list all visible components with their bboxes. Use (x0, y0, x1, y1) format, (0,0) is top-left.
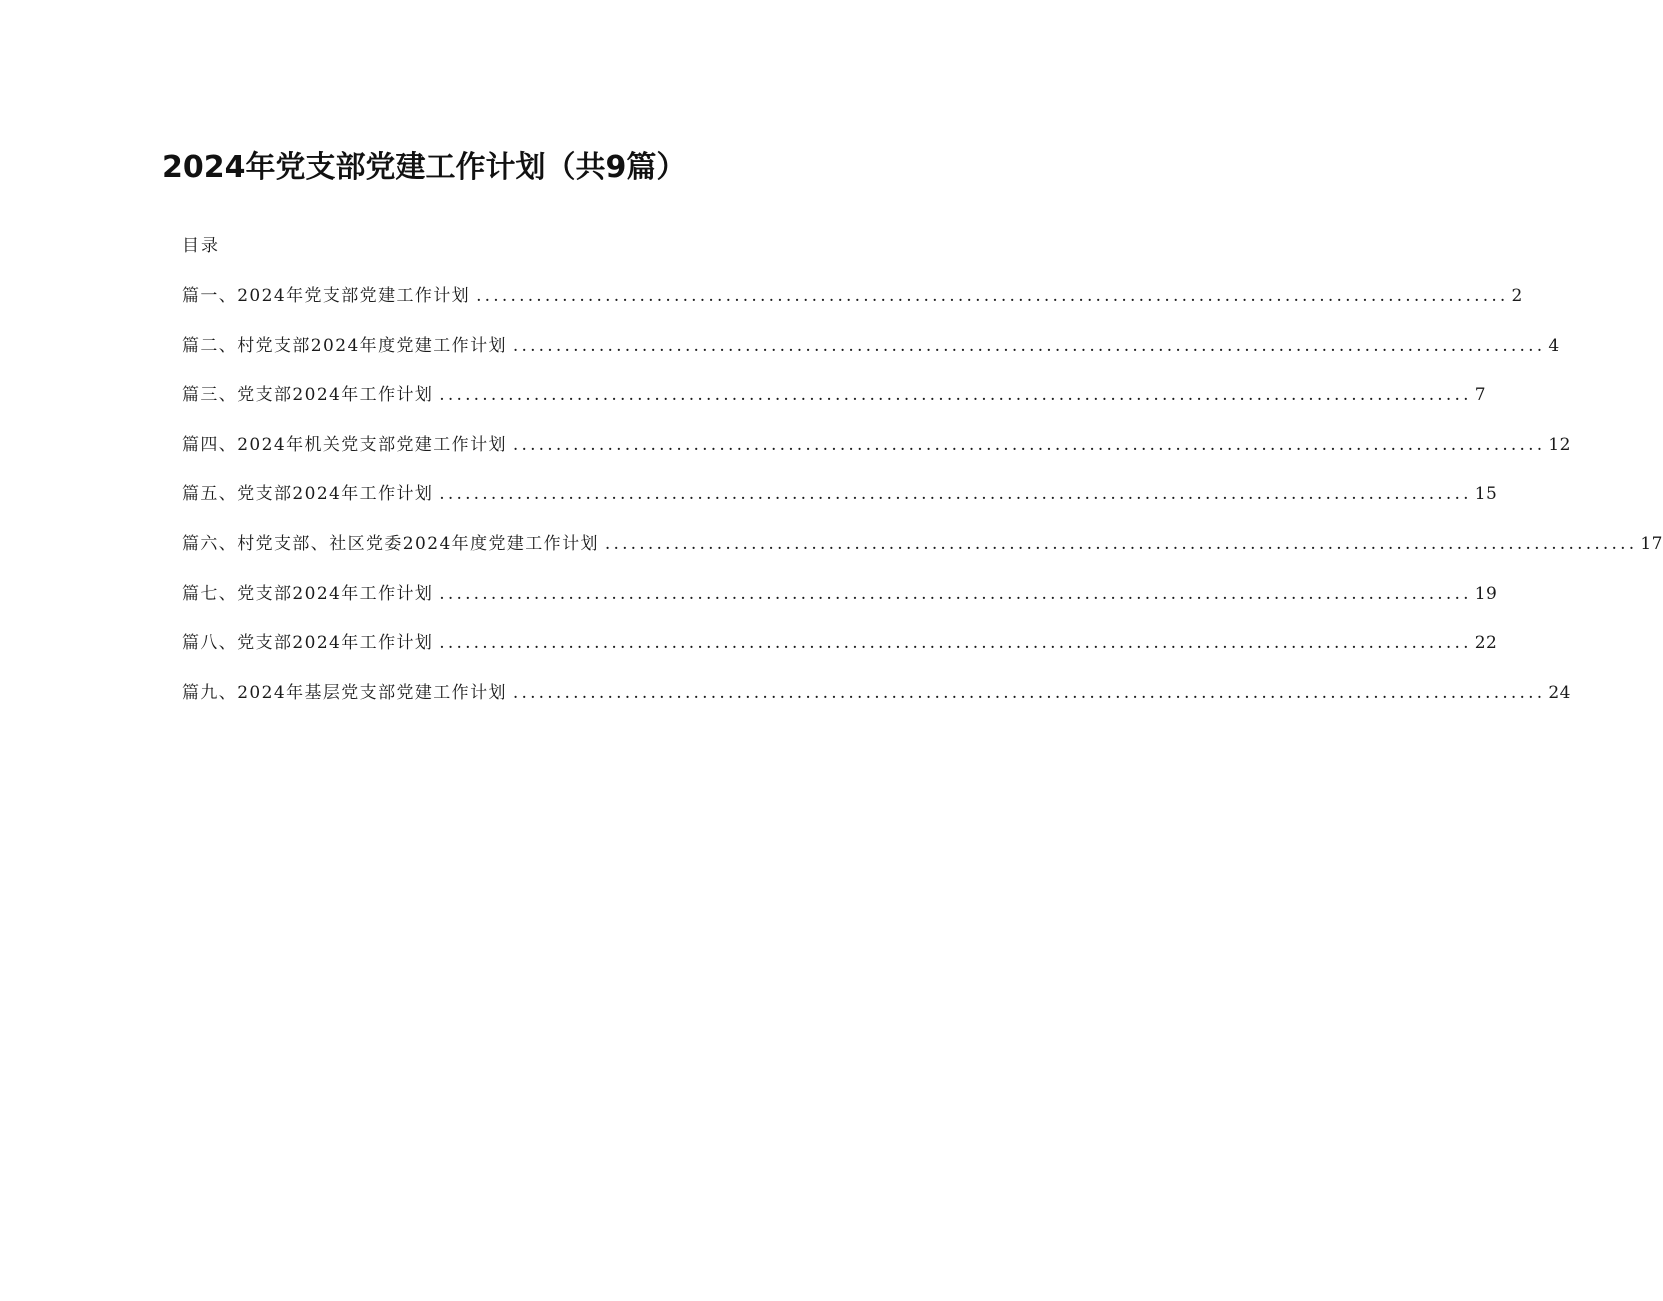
toc-page-number: 19 (1474, 583, 1498, 604)
toc-entry-label: 篇一、2024年党支部党建工作计划 (182, 286, 471, 306)
toc-dot-leader: ........................................................................................................................ (439, 633, 1472, 654)
toc-entry-label: 篇二、村党支部2024年度党建工作计划 (182, 335, 507, 356)
toc-dot-leader: ........................................................................................................................ (439, 385, 1472, 406)
toc-page-number: 4 (1548, 335, 1560, 356)
toc-dot-leader: ........................................................................................................................ (512, 335, 1546, 356)
table-of-contents (182, 282, 1663, 728)
toc-page-number: 12 (1548, 434, 1571, 455)
toc-page-number: 7 (1474, 385, 1487, 406)
toc-page-number: 2 (1511, 286, 1523, 306)
document-title: 2024年党支部党建工作计划（共9篇） (162, 150, 687, 185)
toc-page-number: 24 (1548, 682, 1571, 703)
toc-dot-leader: ........................................................................................................................ (604, 533, 1638, 554)
toc-heading: 目录 (182, 236, 220, 256)
toc-entry-label: 篇五、党支部2024年工作计划 (182, 484, 434, 505)
toc-entry[interactable] (182, 530, 1663, 580)
toc-entry[interactable] (182, 679, 1571, 729)
toc-entry-label: 篇三、党支部2024年工作计划 (182, 385, 434, 406)
toc-entry[interactable] (182, 580, 1498, 630)
toc-dot-leader: ........................................................................................................................ (439, 484, 1472, 505)
toc-entry[interactable] (182, 282, 1523, 332)
toc-page-number: 17 (1640, 533, 1663, 554)
toc-page-number: 22 (1474, 633, 1498, 654)
toc-dot-leader: ........................................................................................................................ (512, 434, 1546, 455)
toc-entry[interactable] (182, 332, 1560, 382)
toc-entry[interactable] (182, 480, 1498, 530)
toc-entry-label: 篇八、党支部2024年工作计划 (182, 633, 434, 654)
toc-dot-leader: ........................................................................................................................ (512, 682, 1546, 703)
toc-entry-label: 篇四、2024年机关党支部党建工作计划 (182, 434, 507, 455)
toc-dot-leader: ........................................................................................................................ (439, 583, 1472, 604)
toc-entry-label: 篇六、村党支部、社区党委2024年度党建工作计划 (182, 533, 599, 554)
toc-entry-label: 篇九、2024年基层党支部党建工作计划 (182, 682, 507, 703)
toc-entry[interactable] (182, 381, 1487, 431)
toc-page-number: 15 (1474, 484, 1498, 505)
toc-entry[interactable] (182, 431, 1571, 481)
toc-entry[interactable] (182, 629, 1498, 679)
toc-entry-label: 篇七、党支部2024年工作计划 (182, 583, 434, 604)
toc-dot-leader: ........................................................................................................................ (476, 286, 1509, 306)
